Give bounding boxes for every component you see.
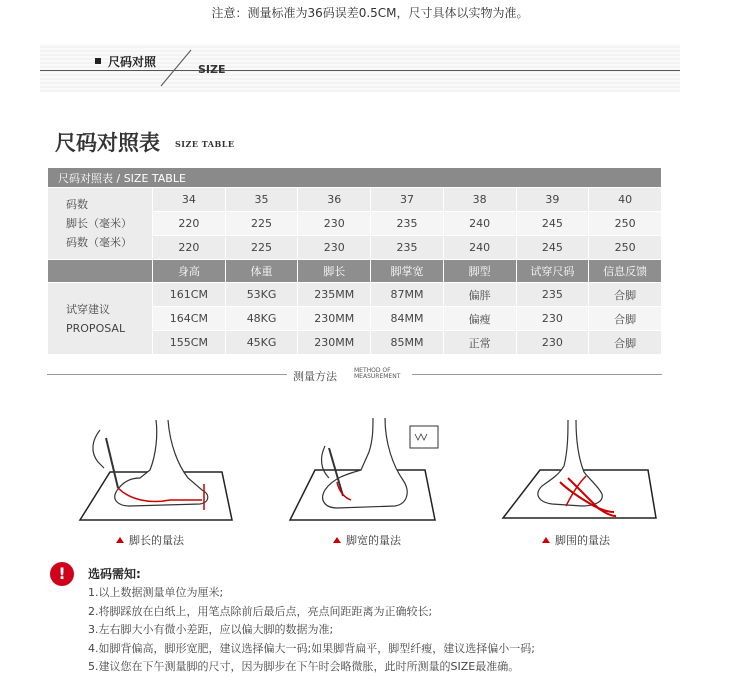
bullet-square-icon xyxy=(95,58,101,64)
triangle-marker-icon xyxy=(542,537,550,543)
table-cell: 155CM xyxy=(153,331,226,355)
caption-foot-width xyxy=(333,532,401,548)
caption-foot-girth xyxy=(542,532,610,548)
list-item: 5.建议您在下午测量脚的尺寸，因为脚步在下午时会略微胀，此时所测量的SIZE最准确。 xyxy=(88,660,520,673)
list-item: 1.以上数据测量单位为厘米; xyxy=(88,586,224,599)
table-cell: 235MM xyxy=(298,283,371,307)
row-label: 码数（毫米） xyxy=(66,236,132,249)
proposal-label-en: PROPOSAL xyxy=(66,321,126,335)
table-cell: 245 xyxy=(516,212,589,236)
table-cell: 235 xyxy=(516,283,589,307)
tips-list xyxy=(88,584,535,677)
method-subtitle xyxy=(354,368,400,380)
table-cell: 34 xyxy=(153,188,226,212)
warning-icon: ! xyxy=(50,562,74,586)
table-header: 尺码对照表 / SIZE TABLE xyxy=(48,168,662,188)
table-cell: 235 xyxy=(371,236,444,260)
table-cell: 87MM xyxy=(371,283,444,307)
triangle-marker-icon xyxy=(333,537,341,543)
method-subtitle-line: METHOD OF xyxy=(354,367,391,374)
table-cell: 39 xyxy=(516,188,589,212)
table-cell: 230 xyxy=(516,331,589,355)
proposal-label xyxy=(48,283,153,355)
section-title: 尺码对照表 xyxy=(55,130,160,155)
list-item: 2.将脚踩放在白纸上，用笔点除前后最后点，亮点间距距离为正确较长; xyxy=(88,604,433,618)
foot-length-illustration xyxy=(70,420,240,525)
section-subtitle: SIZE TABLE xyxy=(175,139,235,149)
foot-girth-illustration xyxy=(498,420,663,525)
table-cell: 230MM xyxy=(298,307,371,331)
table-cell: 240 xyxy=(443,212,516,236)
size-note: 注意：测量标准为36码误差0.5CM，尺寸具体以实物为准。 xyxy=(211,6,529,20)
table-cell: 合脚 xyxy=(589,307,662,331)
foot-width-illustration xyxy=(285,418,460,523)
table-cell: 37 xyxy=(371,188,444,212)
table-cell: 230 xyxy=(516,307,589,331)
table-cell: 85MM xyxy=(371,331,444,355)
tips-title: 选码需知: xyxy=(88,567,141,581)
proposal-label-cn: 试穿建议 xyxy=(66,302,110,316)
column-header: 身高 xyxy=(153,260,226,283)
size-row-labels xyxy=(48,188,153,260)
table-cell: 230MM xyxy=(298,331,371,355)
method-divider-right xyxy=(412,374,662,375)
table-cell: 合脚 xyxy=(589,283,662,307)
table-cell: 250 xyxy=(589,212,662,236)
table-cell: 230 xyxy=(298,212,371,236)
caption-foot-length xyxy=(116,532,184,548)
table-cell: 225 xyxy=(225,236,298,260)
table-cell: 220 xyxy=(153,236,226,260)
table-cell: 正常 xyxy=(443,331,516,355)
list-item: 3.左右脚大小有微小差距，应以偏大脚的数据为准; xyxy=(88,623,334,636)
column-header: 脚长 xyxy=(298,260,371,283)
table-cell: 53KG xyxy=(225,283,298,307)
table-cell: 230 xyxy=(298,236,371,260)
method-subtitle-line: MEASUREMENT xyxy=(354,373,401,380)
caption-text: 脚宽的量法 xyxy=(346,534,401,547)
table-cell: 36 xyxy=(298,188,371,212)
banner-title-cn: 尺码对照 xyxy=(108,55,157,69)
table-cell: 38 xyxy=(443,188,516,212)
column-header: 脚型 xyxy=(443,260,516,283)
table-cell: 225 xyxy=(225,212,298,236)
table-cell: 164CM xyxy=(153,307,226,331)
banner-divider xyxy=(40,70,680,71)
table-cell: 合脚 xyxy=(589,331,662,355)
list-item: 4.如脚背偏高，脚形宽肥，建议选择偏大一码;如果脚背扁平，脚型纤瘦，建议选择偏小一码; xyxy=(88,641,535,655)
column-header: 信息反馈 xyxy=(589,260,662,283)
size-table xyxy=(47,167,662,355)
slash-decoration xyxy=(157,48,197,88)
column-header: 脚掌宽 xyxy=(371,260,444,283)
table-cell: 偏瘦 xyxy=(443,307,516,331)
table-row xyxy=(48,283,662,307)
table-cell: 220 xyxy=(153,212,226,236)
table-cell: 161CM xyxy=(153,283,226,307)
table-cell: 48KG xyxy=(225,307,298,331)
table-header-row xyxy=(48,168,662,188)
method-title: 测量方法 xyxy=(293,370,337,383)
method-divider-left xyxy=(47,374,287,375)
column-header: 试穿尺码 xyxy=(516,260,589,283)
table-cell: 235 xyxy=(371,212,444,236)
banner-title-en: SIZE xyxy=(198,63,226,76)
table-cell: 偏胖 xyxy=(443,283,516,307)
table-cell: 245 xyxy=(516,236,589,260)
table-cell: 84MM xyxy=(371,307,444,331)
row-label: 脚长（毫米） xyxy=(66,217,132,230)
table-cell: 240 xyxy=(443,236,516,260)
column-header: 体重 xyxy=(225,260,298,283)
row-label: 码数 xyxy=(66,198,88,211)
fit-header-row xyxy=(48,260,662,283)
table-cell xyxy=(48,260,153,283)
table-cell: 35 xyxy=(225,188,298,212)
caption-text: 脚长的量法 xyxy=(129,534,184,547)
triangle-marker-icon xyxy=(116,537,124,543)
table-row xyxy=(48,188,662,212)
table-cell: 250 xyxy=(589,236,662,260)
table-cell: 40 xyxy=(589,188,662,212)
table-cell: 45KG xyxy=(225,331,298,355)
caption-text: 脚围的量法 xyxy=(555,534,610,547)
